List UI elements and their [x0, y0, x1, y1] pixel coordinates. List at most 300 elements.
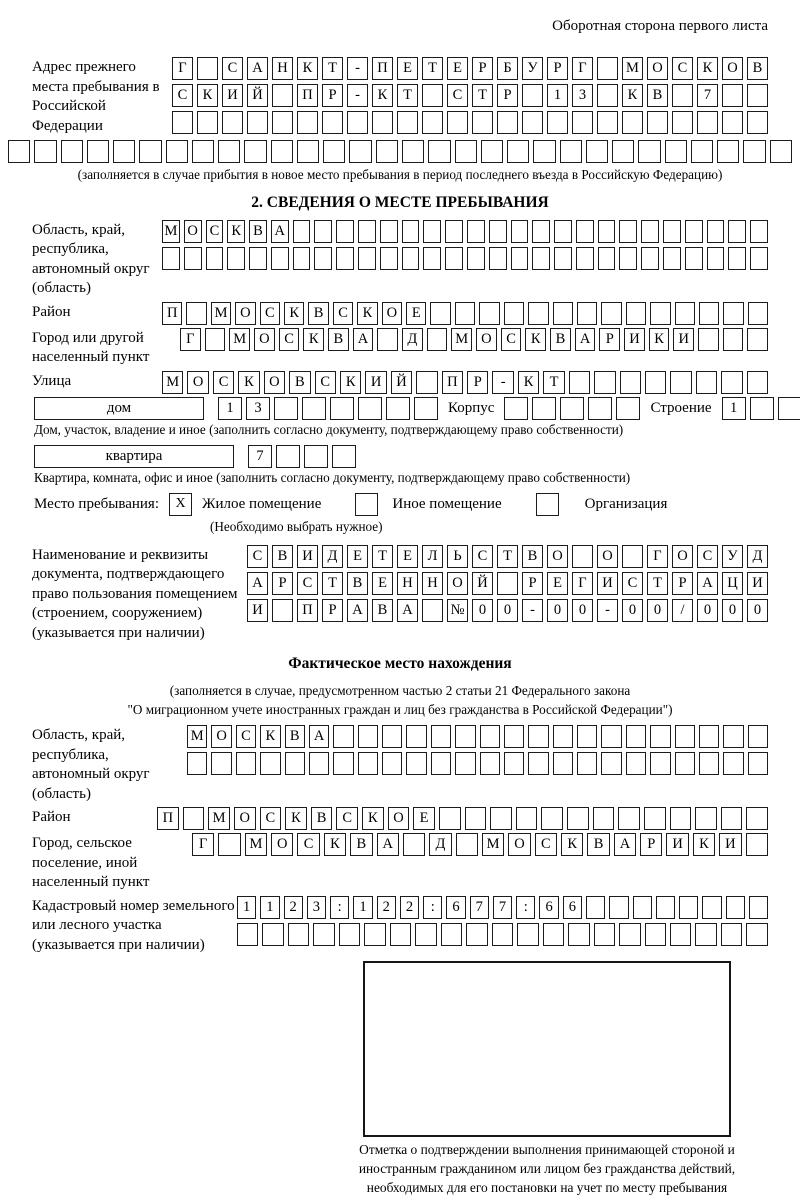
char-cell[interactable]: О	[234, 807, 256, 830]
char-cell[interactable]	[382, 725, 402, 748]
char-cell[interactable]: Т	[647, 572, 668, 595]
char-cell[interactable]: П	[297, 84, 318, 107]
char-cell[interactable]: Т	[422, 57, 443, 80]
char-cell[interactable]: -	[597, 599, 618, 622]
char-cell[interactable]	[447, 111, 468, 134]
char-cell[interactable]	[247, 111, 268, 134]
char-cell[interactable]	[576, 247, 594, 270]
char-cell[interactable]	[297, 111, 318, 134]
char-cell[interactable]	[577, 302, 597, 325]
char-cell[interactable]	[314, 247, 332, 270]
char-cell[interactable]: Р	[599, 328, 620, 351]
char-cell[interactable]: М	[162, 220, 180, 243]
char-cell[interactable]	[455, 725, 475, 748]
char-cell[interactable]	[288, 923, 309, 946]
char-cell[interactable]	[358, 397, 382, 420]
char-cell[interactable]: А	[614, 833, 636, 856]
char-cell[interactable]	[547, 111, 568, 134]
char-cell[interactable]	[723, 328, 744, 351]
char-cell[interactable]	[358, 752, 378, 775]
char-cell[interactable]	[722, 84, 743, 107]
char-cell[interactable]: И	[222, 84, 243, 107]
char-cell[interactable]: А	[397, 599, 418, 622]
char-cell[interactable]	[272, 84, 293, 107]
char-cell[interactable]: О	[211, 725, 231, 748]
char-cell[interactable]	[553, 725, 573, 748]
char-cell[interactable]	[206, 247, 224, 270]
char-cell[interactable]: 1	[547, 84, 568, 107]
char-cell[interactable]	[626, 302, 646, 325]
char-cell[interactable]	[197, 111, 218, 134]
char-cell[interactable]	[511, 247, 529, 270]
registration-mark-box[interactable]	[363, 961, 731, 1137]
char-cell[interactable]	[619, 220, 637, 243]
char-cell[interactable]	[397, 111, 418, 134]
char-cell[interactable]	[237, 923, 258, 946]
char-cell[interactable]	[695, 923, 716, 946]
char-cell[interactable]	[467, 247, 485, 270]
char-cell[interactable]: С	[172, 84, 193, 107]
char-cell[interactable]: Е	[447, 57, 468, 80]
char-cell[interactable]: Т	[322, 572, 343, 595]
char-cell[interactable]: Ь	[447, 545, 468, 568]
char-cell[interactable]	[699, 302, 719, 325]
char-cell[interactable]	[380, 247, 398, 270]
char-cell[interactable]	[572, 111, 593, 134]
char-cell[interactable]	[358, 220, 376, 243]
char-cell[interactable]: К	[227, 220, 245, 243]
char-cell[interactable]: Р	[547, 57, 568, 80]
char-cell[interactable]	[747, 84, 768, 107]
char-cell[interactable]	[504, 397, 528, 420]
char-cell[interactable]: С	[222, 57, 243, 80]
char-cell[interactable]	[601, 725, 621, 748]
char-cell[interactable]	[271, 140, 293, 163]
char-cell[interactable]: И	[719, 833, 741, 856]
char-cell[interactable]	[402, 220, 420, 243]
char-cell[interactable]	[707, 247, 725, 270]
char-cell[interactable]	[522, 111, 543, 134]
char-cell[interactable]	[750, 397, 774, 420]
char-cell[interactable]	[567, 807, 589, 830]
house-type-box[interactable]: дом	[34, 397, 204, 420]
checkbox-organization[interactable]	[536, 493, 559, 516]
char-cell[interactable]	[728, 247, 746, 270]
char-cell[interactable]: 0	[747, 599, 768, 622]
char-cell[interactable]: О	[235, 302, 255, 325]
char-cell[interactable]: /	[672, 599, 693, 622]
char-cell[interactable]: И	[666, 833, 688, 856]
char-cell[interactable]: К	[324, 833, 346, 856]
char-cell[interactable]	[619, 247, 637, 270]
char-cell[interactable]: Р	[322, 599, 343, 622]
char-cell[interactable]: 1	[218, 397, 242, 420]
char-cell[interactable]: С	[247, 545, 268, 568]
char-cell[interactable]	[423, 220, 441, 243]
char-cell[interactable]: К	[649, 328, 670, 351]
char-cell[interactable]	[428, 140, 450, 163]
char-cell[interactable]	[748, 725, 768, 748]
char-cell[interactable]: Т	[543, 371, 564, 394]
char-cell[interactable]	[670, 923, 691, 946]
checkbox-other-premises[interactable]	[355, 493, 378, 516]
char-cell[interactable]: Р	[467, 371, 488, 394]
char-cell[interactable]	[166, 140, 188, 163]
char-cell[interactable]	[322, 111, 343, 134]
char-cell[interactable]: О	[547, 545, 568, 568]
char-cell[interactable]	[186, 302, 206, 325]
char-cell[interactable]	[746, 923, 767, 946]
char-cell[interactable]	[597, 84, 618, 107]
char-cell[interactable]	[497, 111, 518, 134]
char-cell[interactable]	[601, 302, 621, 325]
apartment-type-box[interactable]: квартира	[34, 445, 234, 468]
char-cell[interactable]	[726, 896, 745, 919]
char-cell[interactable]	[638, 140, 660, 163]
char-cell[interactable]	[489, 220, 507, 243]
char-cell[interactable]	[697, 111, 718, 134]
char-cell[interactable]: О	[508, 833, 530, 856]
char-cell[interactable]: Р	[472, 57, 493, 80]
char-cell[interactable]	[622, 111, 643, 134]
char-cell[interactable]	[516, 807, 538, 830]
char-cell[interactable]	[497, 572, 518, 595]
char-cell[interactable]	[532, 220, 550, 243]
char-cell[interactable]	[244, 140, 266, 163]
char-cell[interactable]: 0	[547, 599, 568, 622]
char-cell[interactable]	[622, 545, 643, 568]
char-cell[interactable]: И	[673, 328, 694, 351]
char-cell[interactable]	[507, 140, 529, 163]
char-cell[interactable]	[422, 111, 443, 134]
char-cell[interactable]	[598, 247, 616, 270]
char-cell[interactable]: А	[309, 725, 329, 748]
char-cell[interactable]	[746, 807, 768, 830]
char-cell[interactable]	[297, 140, 319, 163]
char-cell[interactable]	[746, 833, 768, 856]
char-cell[interactable]: 7	[493, 896, 512, 919]
char-cell[interactable]: 1	[353, 896, 372, 919]
char-cell[interactable]	[455, 752, 475, 775]
char-cell[interactable]	[626, 752, 646, 775]
char-cell[interactable]: С	[472, 545, 493, 568]
char-cell[interactable]: О	[447, 572, 468, 595]
char-cell[interactable]: П	[162, 302, 182, 325]
char-cell[interactable]: М	[208, 807, 230, 830]
char-cell[interactable]	[445, 247, 463, 270]
char-cell[interactable]: 6	[446, 896, 465, 919]
char-cell[interactable]	[601, 752, 621, 775]
char-cell[interactable]: С	[672, 57, 693, 80]
char-cell[interactable]	[612, 140, 634, 163]
char-cell[interactable]	[748, 752, 768, 775]
char-cell[interactable]	[647, 111, 668, 134]
char-cell[interactable]	[597, 111, 618, 134]
char-cell[interactable]	[382, 752, 402, 775]
char-cell[interactable]: Г	[572, 57, 593, 80]
char-cell[interactable]: 1	[260, 896, 279, 919]
char-cell[interactable]: Ц	[722, 572, 743, 595]
char-cell[interactable]: К	[693, 833, 715, 856]
char-cell[interactable]	[339, 923, 360, 946]
char-cell[interactable]: С	[206, 220, 224, 243]
char-cell[interactable]	[271, 247, 289, 270]
char-cell[interactable]	[376, 140, 398, 163]
char-cell[interactable]	[262, 923, 283, 946]
char-cell[interactable]	[304, 445, 328, 468]
char-cell[interactable]	[675, 302, 695, 325]
char-cell[interactable]: А	[347, 599, 368, 622]
char-cell[interactable]	[293, 220, 311, 243]
char-cell[interactable]	[695, 807, 717, 830]
char-cell[interactable]	[492, 923, 513, 946]
char-cell[interactable]	[422, 84, 443, 107]
char-cell[interactable]: Г	[572, 572, 593, 595]
char-cell[interactable]: В	[285, 725, 305, 748]
char-cell[interactable]: О	[271, 833, 293, 856]
char-cell[interactable]	[597, 57, 618, 80]
char-cell[interactable]	[778, 397, 800, 420]
char-cell[interactable]	[276, 445, 300, 468]
char-cell[interactable]	[554, 220, 572, 243]
char-cell[interactable]: Р	[672, 572, 693, 595]
char-cell[interactable]: С	[315, 371, 336, 394]
char-cell[interactable]	[272, 599, 293, 622]
char-cell[interactable]	[187, 752, 207, 775]
char-cell[interactable]	[455, 140, 477, 163]
char-cell[interactable]	[285, 752, 305, 775]
char-cell[interactable]: С	[622, 572, 643, 595]
char-cell[interactable]: -	[492, 371, 513, 394]
char-cell[interactable]	[222, 111, 243, 134]
char-cell[interactable]	[641, 220, 659, 243]
char-cell[interactable]	[467, 220, 485, 243]
char-cell[interactable]: 6	[539, 896, 558, 919]
char-cell[interactable]: 0	[497, 599, 518, 622]
char-cell[interactable]: Е	[397, 57, 418, 80]
char-cell[interactable]: В	[522, 545, 543, 568]
char-cell[interactable]: 2	[400, 896, 419, 919]
char-cell[interactable]: В	[747, 57, 768, 80]
char-cell[interactable]: А	[377, 833, 399, 856]
char-cell[interactable]: Е	[413, 807, 435, 830]
char-cell[interactable]: К	[357, 302, 377, 325]
char-cell[interactable]	[663, 220, 681, 243]
char-cell[interactable]: О	[476, 328, 497, 351]
char-cell[interactable]	[427, 328, 448, 351]
char-cell[interactable]: Л	[422, 545, 443, 568]
char-cell[interactable]	[528, 752, 548, 775]
char-cell[interactable]: Р	[640, 833, 662, 856]
char-cell[interactable]	[723, 725, 743, 748]
char-cell[interactable]: :	[516, 896, 535, 919]
char-cell[interactable]	[672, 111, 693, 134]
char-cell[interactable]	[218, 833, 240, 856]
char-cell[interactable]	[532, 247, 550, 270]
char-cell[interactable]	[747, 111, 768, 134]
char-cell[interactable]	[702, 896, 721, 919]
char-cell[interactable]: У	[522, 57, 543, 80]
char-cell[interactable]: С	[260, 302, 280, 325]
char-cell[interactable]	[656, 896, 675, 919]
char-cell[interactable]	[333, 725, 353, 748]
char-cell[interactable]	[197, 57, 218, 80]
char-cell[interactable]	[465, 807, 487, 830]
char-cell[interactable]	[672, 84, 693, 107]
char-cell[interactable]	[645, 371, 666, 394]
char-cell[interactable]: Й	[391, 371, 412, 394]
char-cell[interactable]	[406, 752, 426, 775]
char-cell[interactable]: И	[247, 599, 268, 622]
char-cell[interactable]: С	[260, 807, 282, 830]
char-cell[interactable]	[227, 247, 245, 270]
char-cell[interactable]: И	[747, 572, 768, 595]
char-cell[interactable]	[358, 725, 378, 748]
char-cell[interactable]: К	[362, 807, 384, 830]
char-cell[interactable]	[372, 111, 393, 134]
char-cell[interactable]: Е	[547, 572, 568, 595]
char-cell[interactable]	[560, 140, 582, 163]
char-cell[interactable]	[415, 923, 436, 946]
char-cell[interactable]	[528, 725, 548, 748]
char-cell[interactable]	[723, 302, 743, 325]
char-cell[interactable]	[430, 302, 450, 325]
char-cell[interactable]: М	[451, 328, 472, 351]
char-cell[interactable]: К	[340, 371, 361, 394]
char-cell[interactable]	[696, 371, 717, 394]
char-cell[interactable]: В	[372, 599, 393, 622]
char-cell[interactable]: В	[347, 572, 368, 595]
char-cell[interactable]: 1	[722, 397, 746, 420]
char-cell[interactable]	[663, 247, 681, 270]
char-cell[interactable]: К	[561, 833, 583, 856]
char-cell[interactable]	[236, 752, 256, 775]
char-cell[interactable]: П	[297, 599, 318, 622]
char-cell[interactable]	[332, 445, 356, 468]
char-cell[interactable]: Й	[247, 84, 268, 107]
char-cell[interactable]: И	[297, 545, 318, 568]
char-cell[interactable]	[34, 140, 56, 163]
char-cell[interactable]: А	[697, 572, 718, 595]
char-cell[interactable]: В	[308, 302, 328, 325]
char-cell[interactable]	[572, 545, 593, 568]
char-cell[interactable]: С	[697, 545, 718, 568]
char-cell[interactable]	[323, 140, 345, 163]
char-cell[interactable]	[211, 752, 231, 775]
char-cell[interactable]: Г	[172, 57, 193, 80]
char-cell[interactable]	[480, 752, 500, 775]
char-cell[interactable]: О	[672, 545, 693, 568]
char-cell[interactable]	[8, 140, 30, 163]
char-cell[interactable]	[479, 302, 499, 325]
char-cell[interactable]: 0	[722, 599, 743, 622]
char-cell[interactable]: С	[336, 807, 358, 830]
char-cell[interactable]: А	[247, 57, 268, 80]
char-cell[interactable]: Т	[322, 57, 343, 80]
char-cell[interactable]	[560, 397, 584, 420]
char-cell[interactable]	[576, 220, 594, 243]
char-cell[interactable]	[665, 140, 687, 163]
char-cell[interactable]	[364, 923, 385, 946]
char-cell[interactable]	[747, 371, 768, 394]
char-cell[interactable]: К	[197, 84, 218, 107]
char-cell[interactable]	[728, 220, 746, 243]
char-cell[interactable]: В	[647, 84, 668, 107]
char-cell[interactable]	[377, 328, 398, 351]
char-cell[interactable]: К	[260, 725, 280, 748]
char-cell[interactable]	[184, 247, 202, 270]
char-cell[interactable]	[249, 247, 267, 270]
char-cell[interactable]: О	[722, 57, 743, 80]
char-cell[interactable]	[336, 220, 354, 243]
char-cell[interactable]	[641, 247, 659, 270]
char-cell[interactable]	[594, 923, 615, 946]
char-cell[interactable]: 7	[697, 84, 718, 107]
char-cell[interactable]	[347, 111, 368, 134]
char-cell[interactable]: К	[285, 807, 307, 830]
char-cell[interactable]	[466, 923, 487, 946]
char-cell[interactable]	[358, 247, 376, 270]
char-cell[interactable]	[416, 371, 437, 394]
char-cell[interactable]	[626, 725, 646, 748]
char-cell[interactable]: №	[447, 599, 468, 622]
char-cell[interactable]: М	[482, 833, 504, 856]
char-cell[interactable]	[568, 923, 589, 946]
char-cell[interactable]	[386, 397, 410, 420]
char-cell[interactable]	[504, 725, 524, 748]
char-cell[interactable]: М	[229, 328, 250, 351]
char-cell[interactable]	[620, 371, 641, 394]
char-cell[interactable]	[723, 752, 743, 775]
char-cell[interactable]: С	[447, 84, 468, 107]
char-cell[interactable]	[645, 923, 666, 946]
char-cell[interactable]	[511, 220, 529, 243]
char-cell[interactable]	[293, 247, 311, 270]
char-cell[interactable]	[650, 302, 670, 325]
char-cell[interactable]	[598, 220, 616, 243]
char-cell[interactable]: Р	[497, 84, 518, 107]
char-cell[interactable]	[722, 111, 743, 134]
char-cell[interactable]	[577, 752, 597, 775]
char-cell[interactable]	[205, 328, 226, 351]
char-cell[interactable]	[349, 140, 371, 163]
char-cell[interactable]: К	[372, 84, 393, 107]
char-cell[interactable]	[750, 247, 768, 270]
char-cell[interactable]: 1	[237, 896, 256, 919]
char-cell[interactable]: Д	[402, 328, 423, 351]
char-cell[interactable]: 7	[470, 896, 489, 919]
char-cell[interactable]: Р	[322, 84, 343, 107]
char-cell[interactable]	[699, 752, 719, 775]
char-cell[interactable]	[302, 397, 326, 420]
char-cell[interactable]	[390, 923, 411, 946]
char-cell[interactable]	[554, 247, 572, 270]
char-cell[interactable]: 0	[572, 599, 593, 622]
char-cell[interactable]	[402, 247, 420, 270]
char-cell[interactable]	[61, 140, 83, 163]
char-cell[interactable]	[183, 807, 205, 830]
char-cell[interactable]	[616, 397, 640, 420]
char-cell[interactable]: -	[347, 84, 368, 107]
char-cell[interactable]	[504, 752, 524, 775]
char-cell[interactable]: М	[622, 57, 643, 80]
char-cell[interactable]: Н	[272, 57, 293, 80]
char-cell[interactable]	[721, 923, 742, 946]
char-cell[interactable]: Г	[192, 833, 214, 856]
char-cell[interactable]: К	[697, 57, 718, 80]
char-cell[interactable]	[698, 328, 719, 351]
char-cell[interactable]: С	[213, 371, 234, 394]
